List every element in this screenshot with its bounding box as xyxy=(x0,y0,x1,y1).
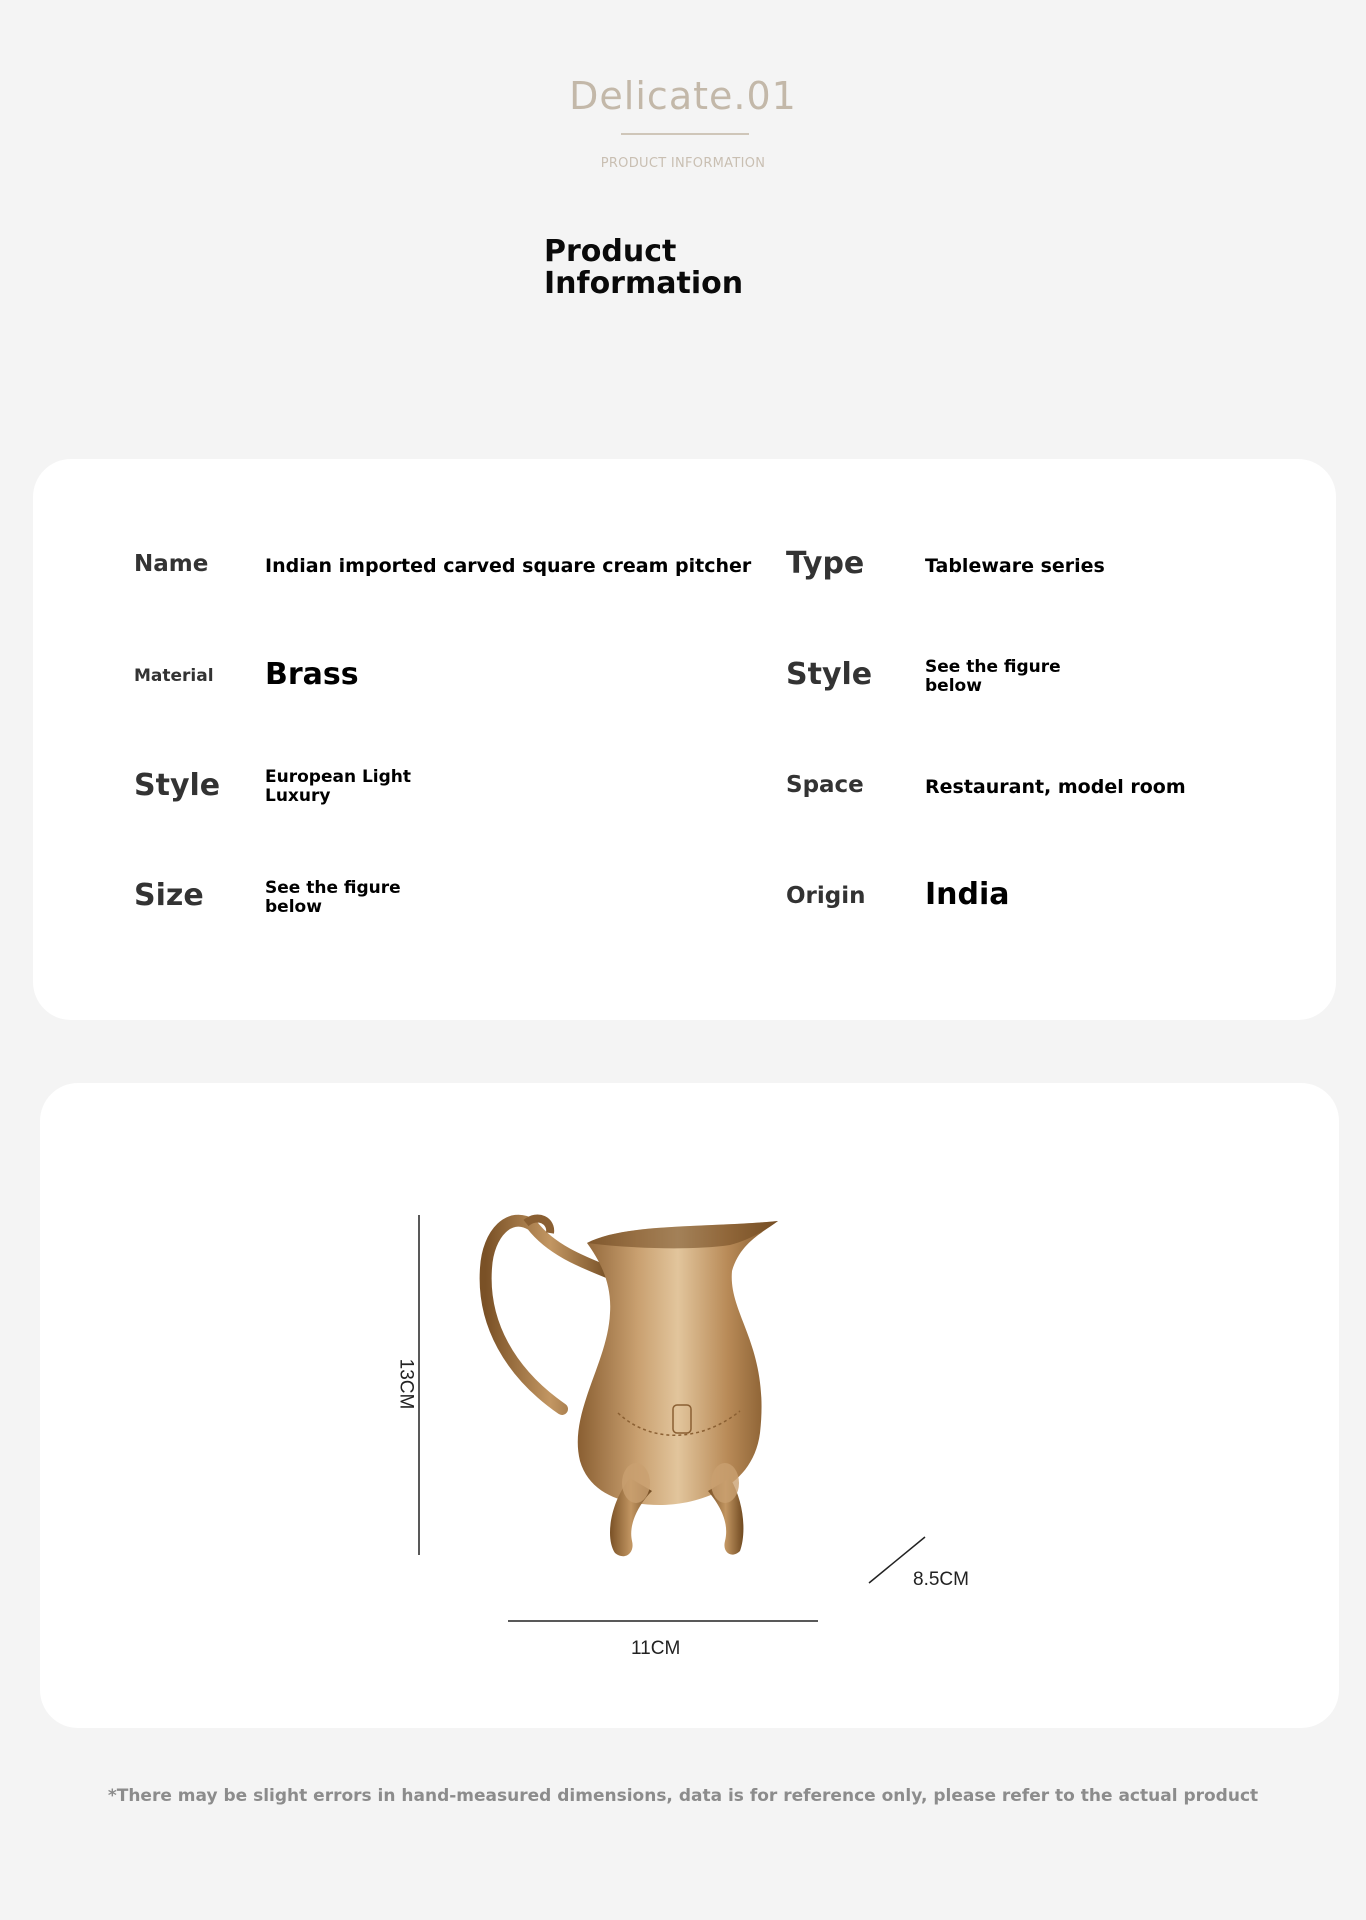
depth-label: 8.5CM xyxy=(913,1569,969,1590)
brand-logo-text: Delicate.01 xyxy=(569,74,797,118)
space-value: Restaurant, model room xyxy=(925,776,1186,798)
space-label: Space xyxy=(786,772,864,798)
type-value: Tableware series xyxy=(925,555,1105,577)
width-label: 11CM xyxy=(631,1638,681,1659)
material-label: Material xyxy=(134,666,214,686)
type-label: Type xyxy=(786,546,865,581)
pitcher-image xyxy=(486,1218,778,1556)
brand-subtitle: PRODUCT INFORMATION xyxy=(600,156,766,171)
dimension-diagram xyxy=(40,1083,1339,1728)
style-value-left-line2: Luxury xyxy=(265,786,331,806)
style-value-right-line1: See the figure xyxy=(925,657,1061,677)
brand-divider xyxy=(621,133,749,135)
name-value: Indian imported carved square cream pitcher xyxy=(265,555,752,577)
size-value-line1: See the figure xyxy=(265,878,401,898)
spec-card xyxy=(33,459,1336,1020)
page-title-line2: Information xyxy=(544,266,744,301)
style-label-left: Style xyxy=(134,768,221,803)
style-value-right-line2: below xyxy=(925,676,982,696)
size-value xyxy=(265,879,401,917)
page-title xyxy=(544,236,824,300)
origin-value: India xyxy=(925,877,1010,912)
size-value-line2: below xyxy=(265,897,322,917)
page-title-line1: Product xyxy=(544,234,677,269)
dimension-card xyxy=(40,1083,1339,1728)
style-value-left xyxy=(265,768,411,806)
material-value: Brass xyxy=(265,657,359,692)
size-label: Size xyxy=(134,878,204,913)
height-label: 13CM xyxy=(395,1358,417,1410)
name-label: Name xyxy=(134,551,209,577)
style-value-left-line1: European Light xyxy=(265,767,412,787)
style-value-right xyxy=(925,658,1061,696)
disclaimer-footnote: *There may be slight errors in hand-measured dimensions, data is for reference only, please refer to the actual product xyxy=(107,1786,1259,1806)
origin-label: Origin xyxy=(786,883,866,909)
style-label-right: Style xyxy=(786,657,873,692)
